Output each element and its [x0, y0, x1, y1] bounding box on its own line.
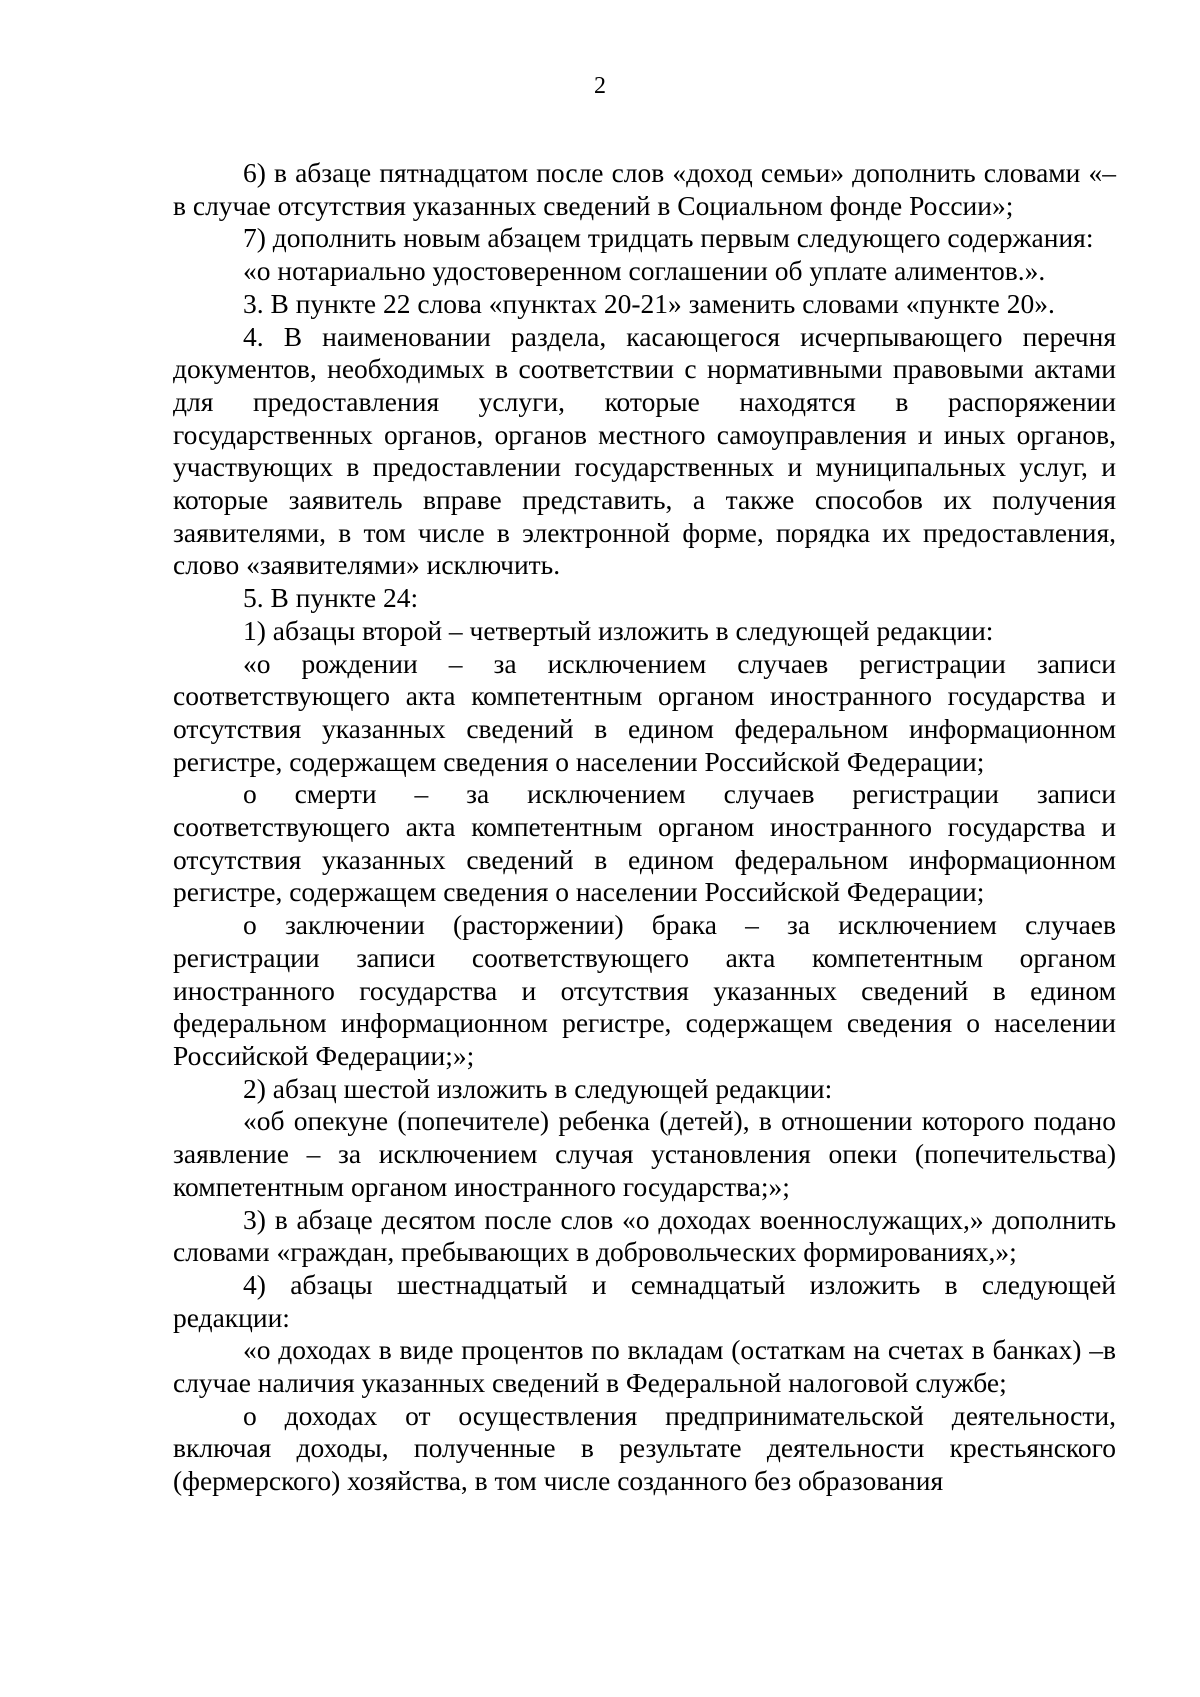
paragraph-point-5: 5. В пункте 24:: [243, 582, 419, 614]
page-number: 2: [594, 73, 606, 99]
paragraph-marriage: о заключении (расторжении) брака – за исключением случаев регистрации записи соответствующего акта компетентным органом иностранного государства и отсутствия указанных сведений в едином федеральном информационном регистре, содержащем сведения о населении Российской Федерации;»;: [173, 909, 1116, 1071]
paragraph-point-3: 3. В пункте 22 слова «пунктах 20-21» заменить словами «пункте 20».: [243, 287, 1055, 319]
paragraph-notarial-agreement: «о нотариально удостоверенном соглашении об уплате алиментов.».: [243, 255, 1046, 287]
document-body: [173, 157, 1116, 1498]
paragraph-birth: «о рождении – за исключением случаев регистрации записи соответствующего акта компетентным органом иностранного государства и отсутствия указанных сведений в едином федеральном информационном регистре, содержащем сведения о населении Российской Федерации;: [173, 647, 1116, 777]
paragraph-item-6: 6) в абзаце пятнадцатом после слов «доход семьи» дополнить словами «– в случае отсутствия указанных сведений в Социальном фонде России»;: [173, 157, 1116, 221]
paragraph-guardian: «об опекуне (попечителе) ребенка (детей), в отношении которого подано заявление – за исключением случая установления опеки (попечительства) компетентным органом иностранного государства;»;: [173, 1105, 1116, 1202]
paragraph-death: о смерти – за исключением случаев регистрации записи соответствующего акта компетентным органом иностранного государства и отсутствия указанных сведений в едином федеральном информационном регистре, содержащем сведения о населении Российской Федерации;: [173, 778, 1116, 908]
paragraph-subitem-2: 2) абзац шестой изложить в следующей редакции:: [243, 1072, 833, 1104]
paragraph-deposit-income: «о доходах в виде процентов по вкладам (остаткам на счетах в банках) –в случае наличия указанных сведений в Федеральной налоговой службе;: [173, 1334, 1116, 1399]
paragraph-item-7: 7) дополнить новым абзацем тридцать первым следующего содержания:: [243, 222, 1094, 254]
paragraph-subitem-1: 1) абзацы второй – четвертый изложить в следующей редакции:: [243, 614, 994, 646]
paragraph-point-4: 4. В наименовании раздела, касающегося исчерпывающего перечня документов, необходимых в соответствии с нормативными правовыми актами для предоставления услуги, которые находятся в распоряжении государственных органов, органов местного самоуправления и иных органов, участвующих в предоставлении государственных и муниципальных услуг, и которые заявитель вправе представить, а также способов их получения заявителями, в том числе в электронной форме, порядка их предоставления, слово «заявителями» исключить.: [173, 320, 1116, 581]
paragraph-subitem-4: 4) абзацы шестнадцатый и семнадцатый изложить в следующей редакции:: [173, 1268, 1116, 1333]
paragraph-subitem-3: 3) в абзаце десятом после слов «о доходах военнослужащих,» дополнить словами «граждан, пребывающих в добровольческих формированиях,»;: [173, 1203, 1116, 1268]
paragraph-business-income: о доходах от осуществления предпринимательской деятельности, включая доходы, полученные в результате деятельности крестьянского (фермерского) хозяйства, в том числе созданного без образования: [173, 1399, 1116, 1497]
